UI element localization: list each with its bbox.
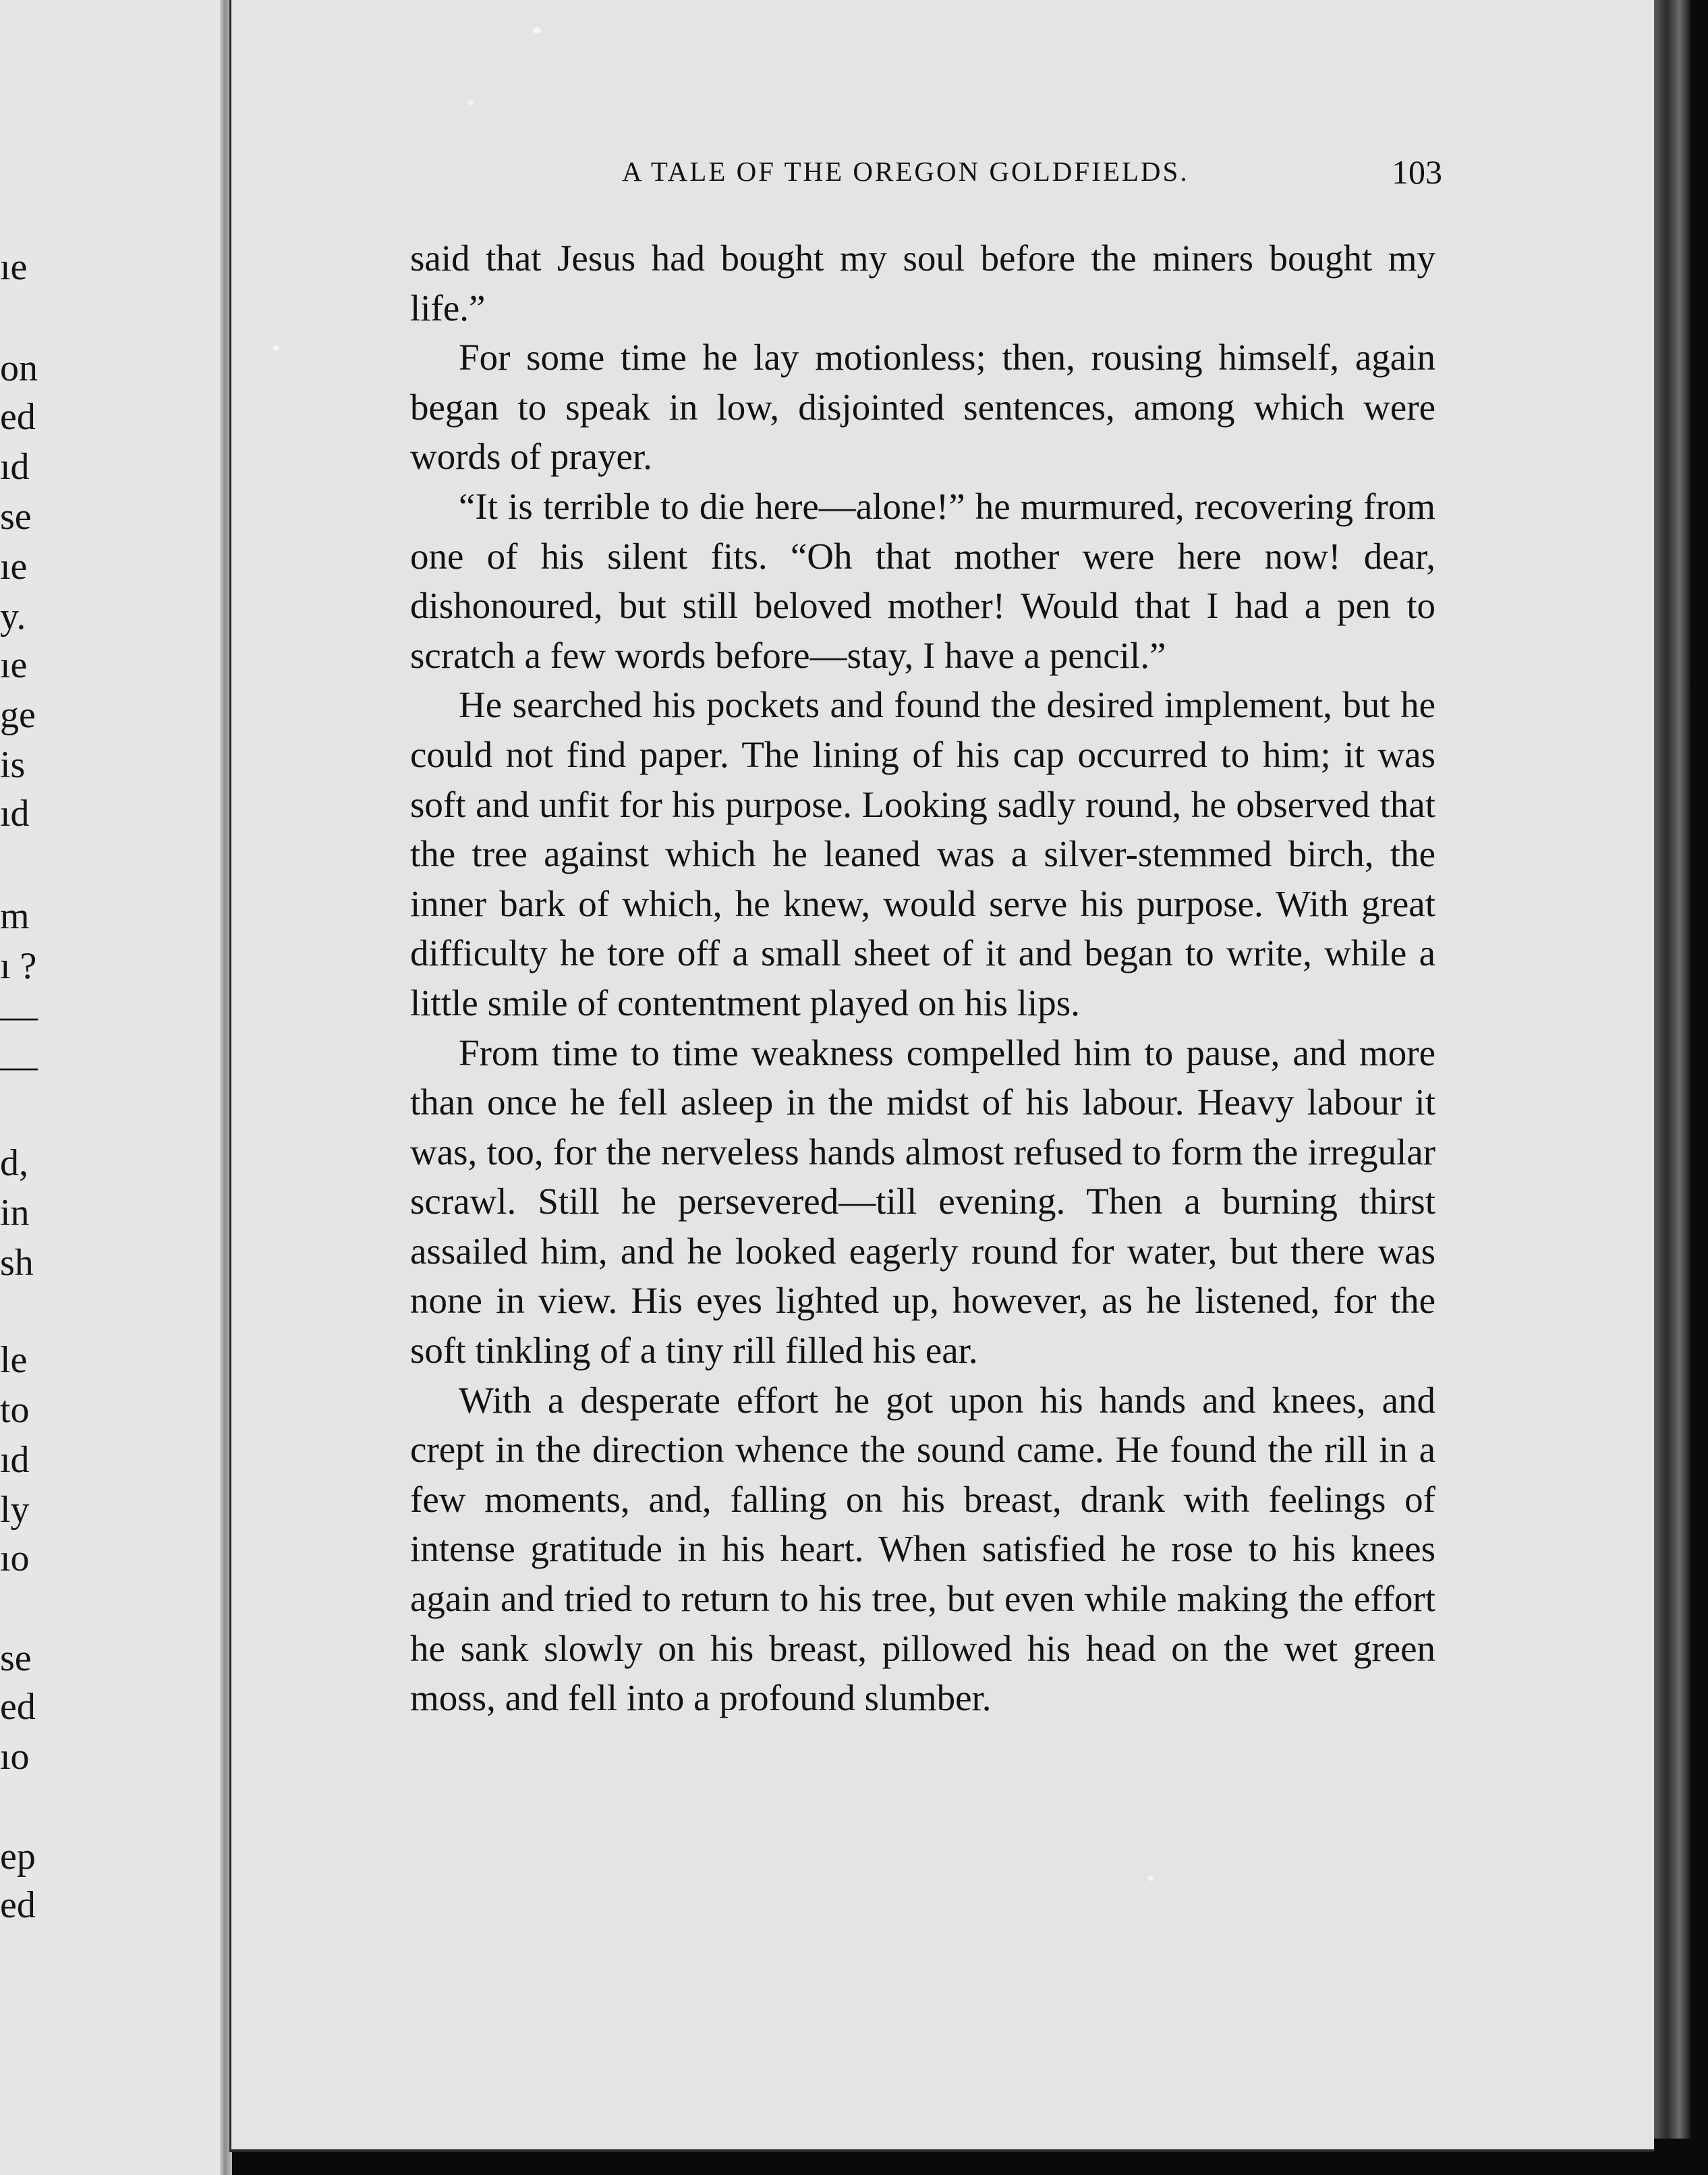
left-fragment: ıe [0,246,28,288]
page-fore-edge [1654,0,1690,2139]
left-fragment: ep [0,1836,36,1877]
left-fragment: se [0,496,32,538]
paragraph: “It is terrible to die here—alone!” he murmured, recovering from one of his silent fits. “Oh that mother were here now! dear, dishonoured, but still beloved mother! Would that I had a pen to scratch a few words before—stay, I have a pencil.” [410,485,1435,676]
left-fragment: — [0,995,38,1037]
page-header [390,152,1442,193]
paragraph: With a desperate effort he got upon his hands and knees, and crept in the direction whence the sound came. He found the rill in a few moments, and, falling on his breast, drank with feelings of intense gratitude in his heart. When satisfied he rose to his knees again and tried to return to his tree, but even while making the effort he sank slowly on his breast, pillowed his head on the wet green moss, and fell into a profound slumber. [410,1379,1435,1719]
left-fragment: ly [0,1489,30,1531]
left-fragment: to [0,1389,30,1431]
left-fragment: ed [0,396,36,438]
left-fragment: on [0,347,38,389]
page-left-edge-line [229,0,231,2152]
left-fragment: sh [0,1242,34,1284]
paragraph: From time to time weakness compelled him to pause, and more than once he fell asleep in the midst of his labour. Heavy labour it was, too, for the nerveless hands almost refused to form the irregular scrawl. Still he persevered—till evening. Then a burning thirst assailed him, and he looked eagerly round for water, but there was none in view. His eyes lighted up, however, as he listened, for the soft tinkling of a tiny rill filled his ear. [410,1032,1435,1372]
left-fragment: ed [0,1884,36,1926]
left-page-text-fragments [0,0,225,2175]
paper-speck [468,100,474,105]
left-fragment: m [0,895,30,937]
left-fragment: ı ? [0,945,37,987]
left-fragment: y. [0,596,26,638]
page-number: 103 [1392,153,1442,191]
left-fragment: ed [0,1686,36,1728]
paragraph: He searched his pockets and found the desired implement, but he could not find paper. The lining of his cap occurred to him; it was soft and unfit for his purpose. Looking sadly round, he observed that the tree against which he leaned was a silver-stemmed birch, the inner bark of which, he knew, would serve his purpose. With great difficulty he tore off a small sheet of it and began to write, while a little smile of contentment played on his lips. [410,684,1435,1023]
left-fragment: ıd [0,446,30,488]
running-title: A TALE OF THE OREGON GOLDFIELDS. [622,156,1189,187]
left-fragment: ge [0,694,36,736]
paper-speck [1148,1875,1154,1881]
left-fragment: in [0,1192,30,1234]
left-fragment: ıo [0,1736,30,1778]
left-fragment: ıo [0,1537,30,1579]
paper-speck [273,345,279,351]
left-fragment: ıd [0,1439,30,1481]
left-fragment: — [0,1045,38,1087]
left-page [0,0,225,2175]
left-fragment: ıe [0,644,28,686]
page-body-text [410,233,1435,1723]
left-fragment: ıd [0,793,30,835]
paragraph: said that Jesus had bought my soul before the miners bought my life.” [410,237,1435,329]
paper-speck [533,27,541,34]
page-bottom-edge-line [231,2149,1654,2152]
left-fragment: ıe [0,546,28,588]
left-fragment: se [0,1637,32,1679]
left-fragment: d, [0,1142,28,1184]
paragraph: For some time he lay motionless; then, rousing himself, again began to speak in low, disjointed sentences, among which were words of prayer. [410,337,1435,478]
left-fragment: is [0,744,26,786]
left-fragment: le [0,1339,28,1381]
